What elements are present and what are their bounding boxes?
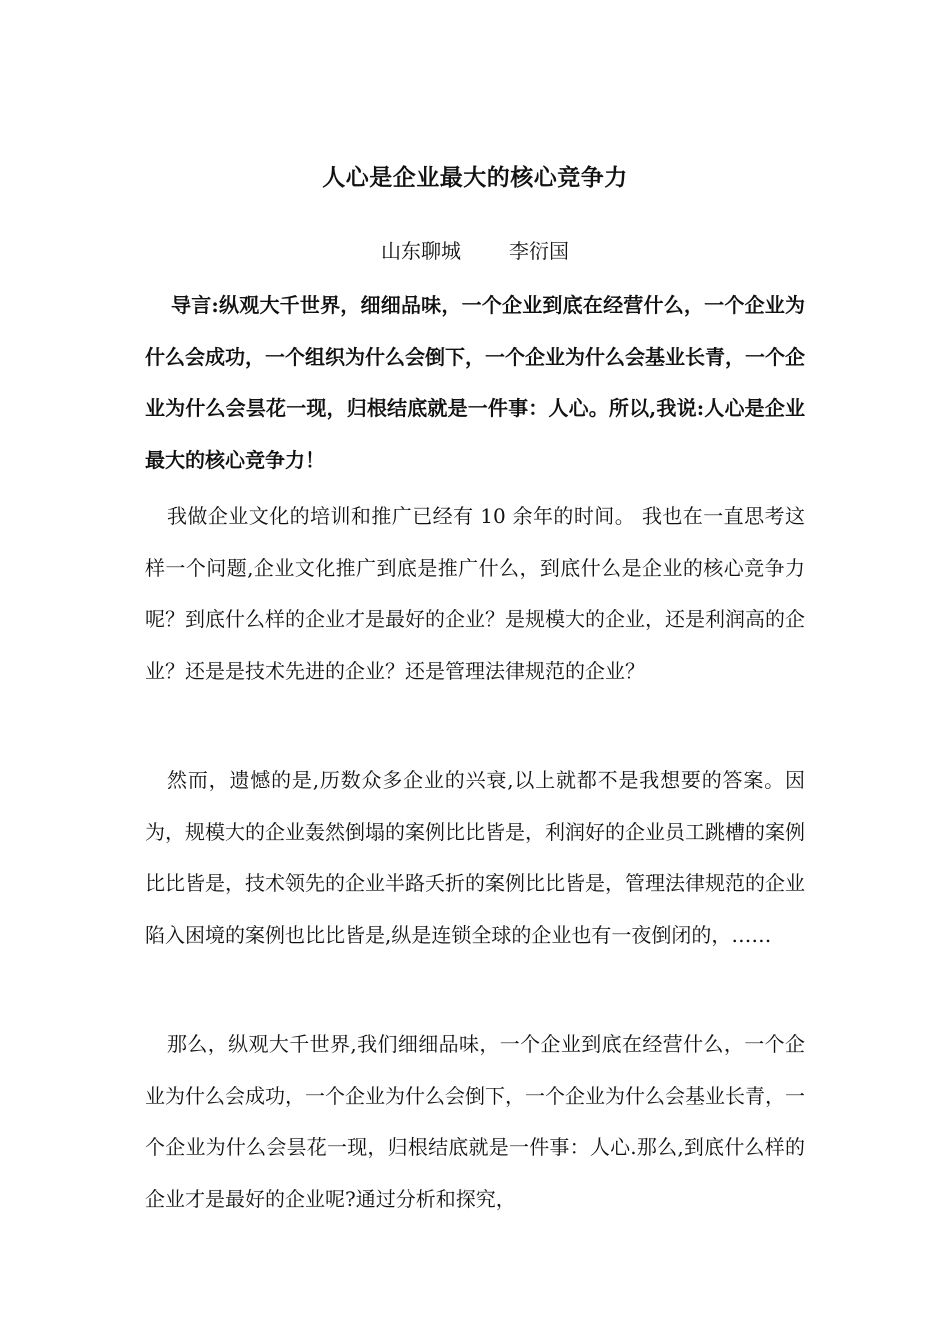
body-paragraph-1: 我做企业文化的培训和推广已经有 10 余年的时间。 我也在一直思考这样一个问题,企业文化推广到底是推广什么，到底什么是企业的核心竞争力呢？到底什么样的企业才是最好的企业？是规模大的企业，还是利润高的企业？还是是技术先进的企业？还是管理法律规范的企业？ [145,504,805,683]
author-byline [0,234,950,268]
body-paragraph-3: 那么，纵观大千世界,我们细细品味，一个企业到底在经营什么，一个企业为什么会成功，一个企业为什么会倒下，一个企业为什么会基业长青，一个企业为什么会昙花一现，归根结底就是一件事：人心.那么,到底什么样的企业才是最好的企业呢?通过分析和探究， [145,1032,805,1211]
author-location: 山东聊城 [381,239,461,263]
body-paragraph-2: 然而，遗憾的是,历数众多企业的兴衰,以上就都不是我想要的答案。因为，规模大的企业轰然倒塌的案例比比皆是，利润好的企业员工跳槽的案例比比皆是，技术领先的企业半路夭折的案例比比皆是，管理法律规范的企业陷入困境的案例也比比皆是,纵是连锁全球的企业也有一夜倒闭的，…… [145,768,805,947]
author-name: 李衍国 [509,239,569,263]
lead-paragraph: 导言:纵观大千世界，细细品味，一个企业到底在经营什么，一个企业为什么会成功，一个组织为什么会倒下，一个企业为什么会基业长青，一个企业为什么会昙花一现，归根结底就是一件事：人心。所以,我说:人心是企业最大的核心竞争力！ [145,293,805,472]
document-title: 人心是企业最大的核心竞争力 [322,164,628,191]
